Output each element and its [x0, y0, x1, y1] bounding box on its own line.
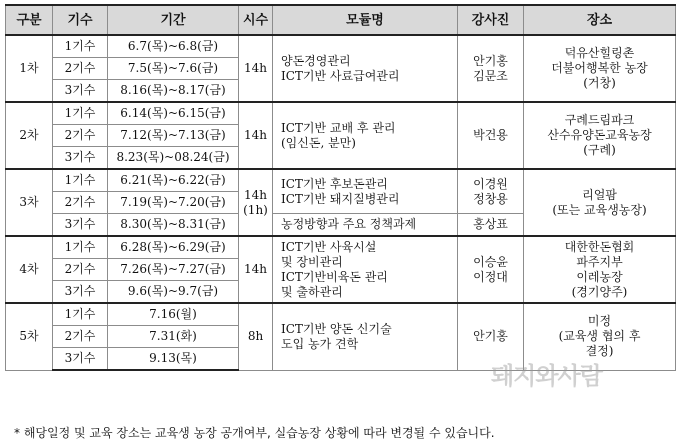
- module-line: 및 출하관리: [281, 284, 343, 299]
- footnote: * 해당일정 및 교육 장소는 교육생 농장 공개여부, 실습농장 상황에 따라 변경될 수 있습니다.: [14, 426, 495, 440]
- header-module: 모듈명: [273, 5, 458, 35]
- venue-cell: [524, 102, 676, 169]
- division-cell: 1차: [6, 35, 53, 102]
- venue-line: 파주지부: [576, 254, 623, 269]
- venue-cell: [524, 236, 676, 303]
- instructor-name: 김문조: [473, 68, 508, 83]
- table-header-row: [6, 5, 676, 35]
- hours-line: 14h: [244, 61, 267, 75]
- module-cell: [273, 236, 458, 303]
- instructor-name: 이경원: [473, 176, 508, 191]
- division-cell: 4차: [6, 236, 53, 303]
- instructor-name: 이승윤: [473, 254, 508, 269]
- watermark-logo: 돼지와사람: [491, 362, 602, 390]
- cohort-cell: 3기수: [53, 348, 108, 371]
- venue-line: (또는 교육생농장): [552, 202, 647, 217]
- venue-line: (거창): [583, 76, 616, 90]
- cohort-cell: 2기수: [53, 125, 108, 147]
- venue-line: 미정: [587, 314, 612, 329]
- header-division: 구분: [6, 5, 53, 35]
- period-cell: 6.21(목)~6.22(금): [108, 169, 239, 192]
- hours-cell: [239, 303, 273, 370]
- cohort-cell: 3기수: [53, 281, 108, 304]
- table-row: [6, 102, 676, 125]
- hours-cell: [239, 169, 273, 236]
- instructor-name: 안기홍: [473, 53, 508, 68]
- instructor-cell: [458, 169, 524, 214]
- venue-line: 더불어행복한 농장: [551, 61, 648, 75]
- venue-line: 이레농장: [576, 269, 623, 284]
- venue-cell: [524, 303, 676, 370]
- cohort-cell: 2기수: [53, 58, 108, 80]
- module-line: ICT기반비육돈 관리: [281, 269, 388, 284]
- hours-line: 14h: [244, 262, 267, 276]
- instructor-name: 홍상표: [473, 217, 508, 231]
- header-hours: 시수: [239, 5, 273, 35]
- hours-line: 14h: [244, 187, 267, 202]
- period-cell: 7.5(목)~7.6(금): [108, 58, 239, 80]
- module-line: ICT기반 양돈 신기술: [281, 321, 392, 336]
- module-line: ICT기반 교배 후 관리: [281, 120, 396, 135]
- hours-cell: [239, 236, 273, 303]
- hours-cell: [239, 102, 273, 169]
- header-cohort: 기수: [53, 5, 108, 35]
- table-row: [6, 303, 676, 326]
- instructor-cell: [458, 303, 524, 370]
- module-line: 및 장비관리: [281, 254, 343, 269]
- period-cell: 7.19(목)~7.20(금): [108, 192, 239, 214]
- module-line: ICT기반 사육시설: [281, 239, 377, 254]
- cohort-cell: 1기수: [53, 236, 108, 259]
- module-cell: [273, 169, 458, 214]
- cohort-cell: 1기수: [53, 102, 108, 125]
- period-cell: 9.6(목)~9.7(금): [108, 281, 239, 304]
- period-cell: 8.16(목)~8.17(금): [108, 80, 239, 103]
- period-cell: 6.14(목)~6.15(금): [108, 102, 239, 125]
- period-cell: 8.30(목)~8.31(금): [108, 214, 239, 237]
- header-period: 기간: [108, 5, 239, 35]
- period-cell: 7.31(화): [108, 326, 239, 348]
- cohort-cell: 1기수: [53, 35, 108, 58]
- instructor-name: 이정대: [473, 269, 508, 284]
- venue-line: 산수유양돈교육농장: [547, 128, 652, 142]
- period-cell: 7.16(월): [108, 303, 239, 326]
- cohort-cell: 3기수: [53, 147, 108, 170]
- period-cell: 6.7(목)~6.8(금): [108, 35, 239, 58]
- venue-line: (구례): [583, 143, 616, 157]
- module-line: 농정방향과 주요 정책과제: [281, 217, 417, 231]
- hours-line: 8h: [247, 329, 264, 344]
- table-body: [6, 35, 676, 370]
- cohort-cell: 1기수: [53, 169, 108, 192]
- venue-line: 덕유산힐링촌: [564, 46, 635, 60]
- hours-line: 14h: [244, 128, 267, 142]
- cohort-cell: 2기수: [53, 192, 108, 214]
- cohort-cell: 3기수: [53, 214, 108, 237]
- period-cell: 7.26(목)~7.27(금): [108, 259, 239, 281]
- training-schedule-table: [5, 4, 676, 371]
- venue-cell: [524, 169, 676, 236]
- period-cell: 6.28(목)~6.29(금): [108, 236, 239, 259]
- venue-line: (교육생 협의 후: [558, 329, 641, 344]
- instructor-cell: [458, 102, 524, 169]
- division-cell: 3차: [6, 169, 53, 236]
- division-cell: 5차: [6, 303, 53, 370]
- instructor-name: 정창용: [473, 191, 508, 206]
- period-cell: 7.12(목)~7.13(금): [108, 125, 239, 147]
- instructor-cell: [458, 236, 524, 303]
- table-row: [6, 236, 676, 259]
- venue-cell: [524, 35, 676, 102]
- hours-line: (1h): [243, 202, 268, 217]
- module-cell: [273, 303, 458, 370]
- instructor-name: 박건용: [473, 128, 508, 142]
- cohort-cell: 2기수: [53, 326, 108, 348]
- cohort-cell: 3기수: [53, 80, 108, 103]
- module-line: (임신돈, 분만): [281, 135, 356, 150]
- module-line: ICT기반 사료급여관리: [281, 68, 400, 83]
- module-line: 양돈경영관리: [281, 53, 351, 68]
- venue-line: 구례드림파크: [564, 113, 635, 127]
- schedule-container: [5, 4, 675, 390]
- venue-line: 대한한돈협회: [564, 239, 635, 254]
- instructor-name: 안기홍: [473, 329, 508, 344]
- table-row: [6, 35, 676, 58]
- module-line: 도입 농가 견학: [281, 336, 359, 351]
- venue-line: (경기양주): [571, 284, 628, 299]
- module-cell: [273, 102, 458, 169]
- division-cell: 2차: [6, 102, 53, 169]
- venue-line: 결정): [585, 344, 614, 359]
- instructor-cell: [458, 214, 524, 237]
- cohort-cell: 1기수: [53, 303, 108, 326]
- venue-line: 리얼팜: [582, 187, 617, 202]
- table-row: [6, 169, 676, 192]
- hours-cell: [239, 35, 273, 102]
- module-cell: [273, 214, 458, 237]
- instructor-cell: [458, 35, 524, 102]
- module-cell: [273, 35, 458, 102]
- header-venue: 장소: [524, 5, 676, 35]
- period-cell: 9.13(목): [108, 348, 239, 371]
- period-cell: 8.23(목)~08.24(금): [108, 147, 239, 170]
- cohort-cell: 2기수: [53, 259, 108, 281]
- module-line: ICT기반 후보돈관리: [281, 176, 388, 191]
- module-line: ICT기반 돼지질병관리: [281, 191, 400, 206]
- header-instructors: 강사진: [458, 5, 524, 35]
